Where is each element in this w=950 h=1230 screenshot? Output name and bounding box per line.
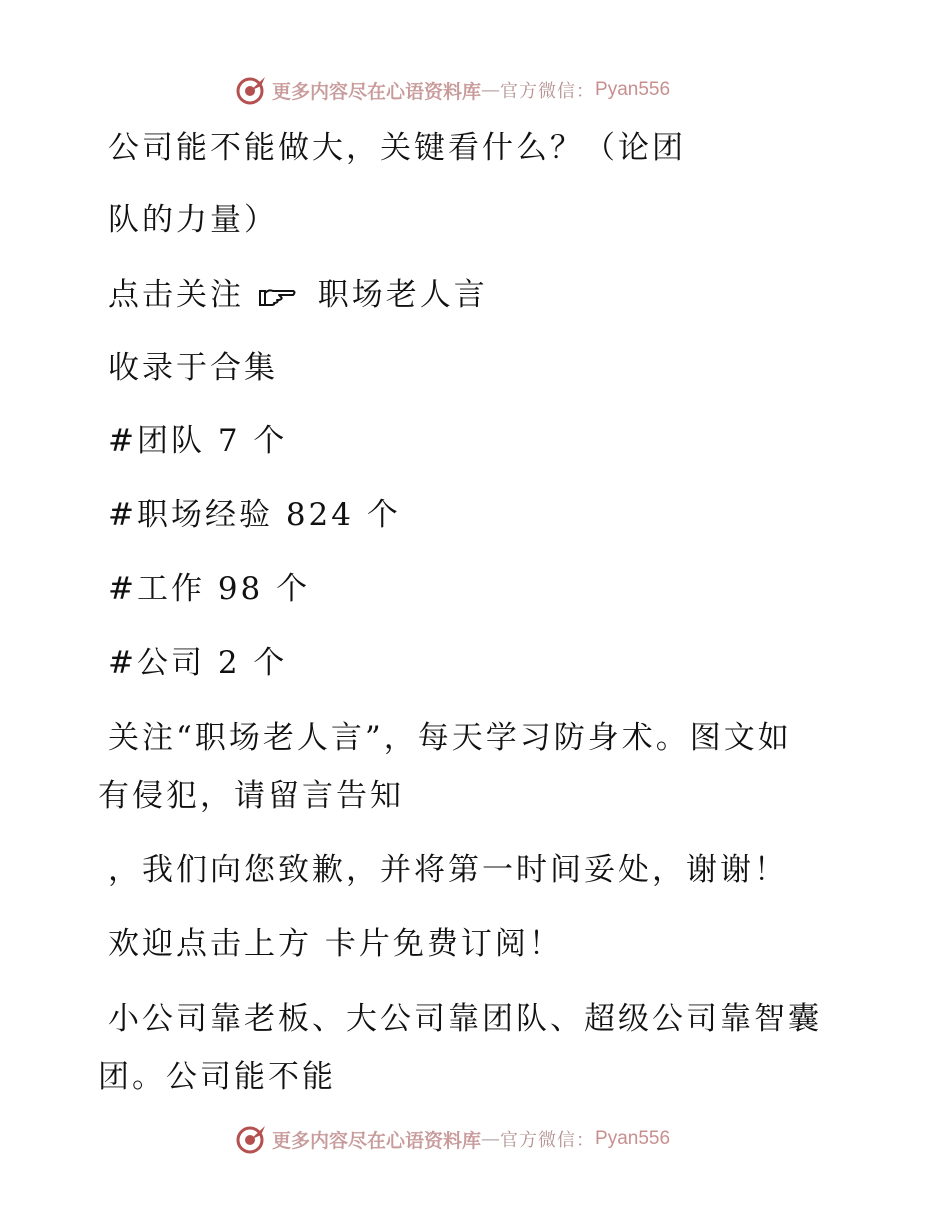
watermark-wechat-id: Pyan556 — [595, 79, 671, 100]
collection-label: 收录于合集 — [108, 350, 278, 386]
watermark-contact-label: 官方微信： — [500, 81, 596, 102]
subscribe-line: 欢迎点击上方 卡片免费订阅！ — [108, 926, 563, 962]
notice-line-3: ，我们向您致歉，并将第一时间妥处，谢谢！ — [108, 852, 788, 888]
quill-logo-icon — [236, 1123, 268, 1155]
watermark-contact-label: 官方微信： — [500, 1130, 596, 1151]
body-line-1: 小公司靠老板、大公司靠团队、超级公司靠智囊 — [108, 1001, 822, 1037]
body-line-2: 团。公司能不能 — [98, 1059, 336, 1095]
pointing-hand-icon — [257, 285, 297, 307]
notice-line-1: 关注“职场老人言”，每天学习防身术。图文如 — [108, 720, 792, 756]
header-watermark — [236, 72, 670, 108]
tag-work[interactable]: #工作 98 个 — [108, 571, 311, 607]
watermark-separator: — — [481, 79, 501, 101]
article-title-line-1: 公司能不能做大，关键看什么？（论团 — [108, 130, 686, 166]
follow-prefix: 点击关注 — [108, 277, 244, 313]
article-title-line-2: 队的力量） — [108, 202, 278, 238]
watermark-separator: — — [481, 1128, 501, 1150]
quill-logo-icon — [236, 74, 268, 106]
watermark-site-name: 更多内容尽在心语资料库 — [272, 80, 482, 103]
notice-line-2: 有侵犯，请留言告知 — [98, 778, 404, 814]
tag-career-experience[interactable]: #职场经验 824 个 — [108, 497, 401, 533]
watermark-site-name: 更多内容尽在心语资料库 — [272, 1129, 482, 1152]
watermark-wechat-id: Pyan556 — [595, 1128, 671, 1149]
tag-company[interactable]: #公司 2 个 — [108, 645, 288, 681]
follow-line[interactable] — [108, 275, 488, 315]
tag-team[interactable]: #团队 7 个 — [108, 423, 288, 459]
footer-watermark — [236, 1121, 670, 1157]
follow-account-name: 职场老人言 — [317, 277, 488, 313]
